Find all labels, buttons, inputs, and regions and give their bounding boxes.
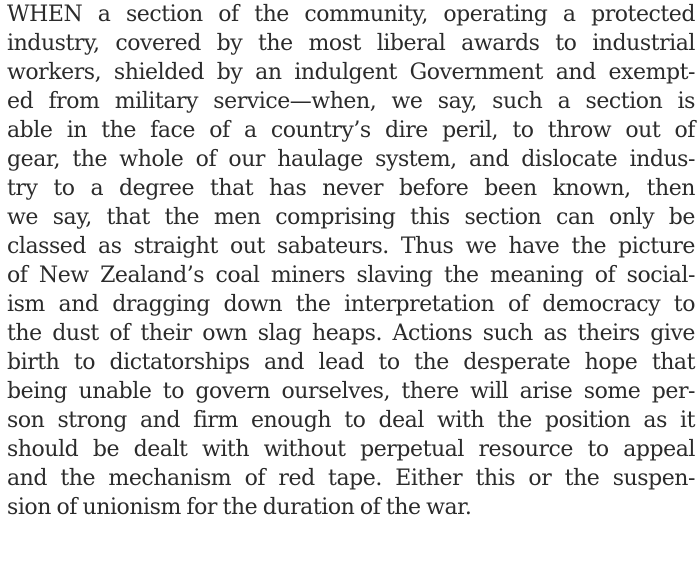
text-line: son strong and firm enough to deal with the position as it <box>7 408 695 433</box>
text-line: being unable to govern ourselves, there will arise some per- <box>7 379 695 404</box>
text-line: try to a degree that has never before been known, then <box>7 176 695 201</box>
text-line: and the mechanism of red tape. Either this or the suspen- <box>7 466 695 491</box>
text-line: classed as straight out sabateurs. Thus we have the picture <box>7 234 695 259</box>
text-line-last: sion of unionism for the duration of the war. <box>7 495 472 520</box>
text-line: gear, the whole of our haulage system, and dislocate indus- <box>7 147 695 172</box>
text-line: we say, that the men comprising this section can only be <box>7 205 695 230</box>
text-line: birth to dictatorships and lead to the desperate hope that <box>7 350 695 375</box>
text-line: should be dealt with without perpetual resource to appeal <box>7 437 695 462</box>
text-line: WHEN a section of the community, operating a protected <box>7 2 695 27</box>
text-line: the dust of their own slag heaps. Actions such as theirs give <box>7 321 695 346</box>
text-line: ed from military service—when, we say, such a section is <box>7 89 695 114</box>
text-line: ism and dragging down the interpretation of democracy to <box>7 292 695 317</box>
text-line: of New Zealand’s coal miners slaving the meaning of social- <box>7 263 695 288</box>
text-line: able in the face of a country’s dire peril, to throw out of <box>7 118 695 143</box>
article-text <box>7 0 697 566</box>
text-line: workers, shielded by an indulgent Government and exempt- <box>7 60 695 85</box>
text-line: industry, covered by the most liberal awards to industrial <box>7 31 695 56</box>
